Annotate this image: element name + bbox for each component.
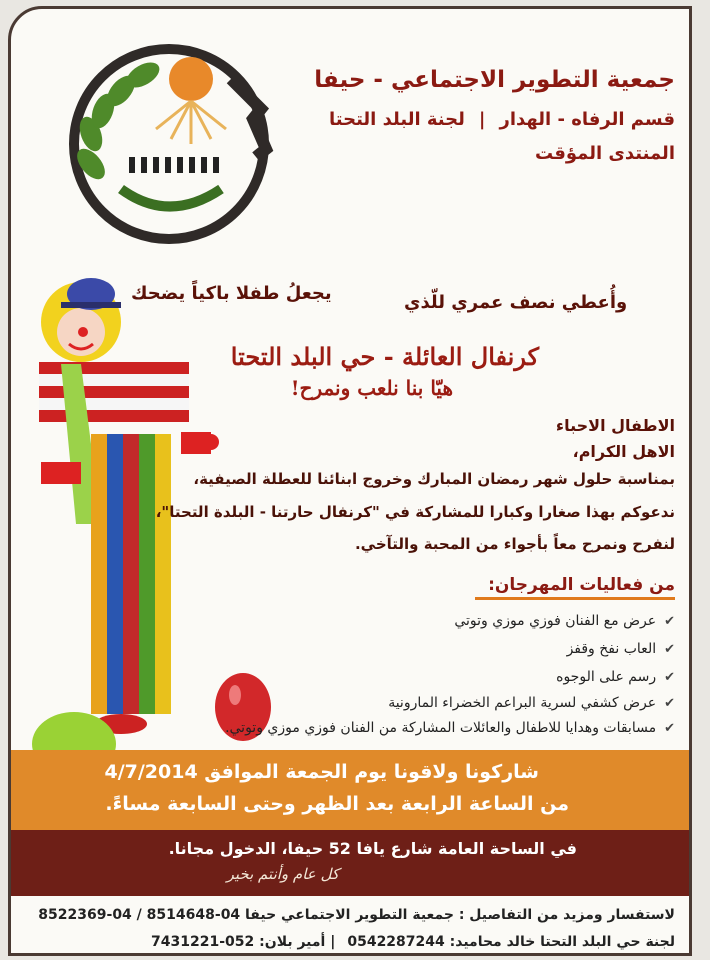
organization-departments [329, 109, 675, 130]
event-venue: في الساحة العامة شارع يافا 52 حيفا، الدخول مجانا. [168, 839, 577, 858]
contact-line-2 [151, 934, 675, 950]
event-date: شاركونا ولاقونا يوم الجمعة الموافق 4/7/2014 [104, 761, 539, 783]
organization-logo [61, 39, 276, 249]
activities-title: من فعاليات المهرجان: [475, 575, 675, 600]
activity-text: رسم على الوجوه [556, 669, 657, 685]
quote-part-2: يجعلُ طفلا باكياً يضحك [131, 283, 332, 304]
check-icon: ✔ [664, 696, 675, 711]
check-icon: ✔ [664, 642, 675, 657]
red-balloon [211, 669, 276, 749]
event-subheadline: هيّا بنا نلعب ونمرح! [290, 376, 453, 400]
department-right: لجنة البلد التحتا [328, 109, 465, 130]
activity-text: عرض كشفي لسرية البراعم الخضراء المارونية [388, 695, 657, 711]
check-icon: ✔ [664, 721, 675, 736]
check-icon: ✔ [664, 614, 675, 629]
organization-forum: المنتدى المؤقت [535, 143, 675, 164]
department-separator: | [478, 109, 486, 130]
flyer [8, 6, 692, 956]
activity-text: مسابقات وهدايا للاطفال والعائلات المشاركة من الفنان فوزي موزي وتوتي. [225, 720, 657, 736]
activity-item [225, 720, 675, 736]
contact-line-1: لاستفسار ومزيد من التفاصيل : جمعية التطوير الاجتماعي حيفا 04-8514648 / 04-8522369 [38, 907, 675, 923]
event-headline: كرنفال العائلة - حي البلد التحتا [230, 342, 539, 371]
organization-name: جمعية التطوير الاجتماعي - حيفا [314, 67, 675, 93]
contact-khaled: لجنة حي البلد التحتا خالد محاميد: 0542287244 [347, 934, 675, 950]
activity-item [567, 641, 675, 657]
activity-text: عرض مع الفنان فوزي موزي وتوتي [454, 613, 657, 629]
handwritten-greeting: كل عام وأنتم بخير [226, 865, 339, 883]
greeting-children: الاطفال الاحباء [555, 416, 675, 435]
check-icon: ✔ [664, 670, 675, 685]
activity-text: العاب نفخ وقفز [566, 641, 657, 657]
activity-item [388, 695, 675, 711]
activity-item [454, 613, 675, 629]
greeting-parents: الاهل الكرام، [572, 442, 675, 461]
contact-amir: | أمير بلان: 052-7431221 [151, 934, 336, 950]
department-left: قسم الرفاه - الهدار [499, 109, 675, 130]
green-balloon [29, 704, 119, 750]
body-line: ندعوكم بهذا صغارا وكبارا للمشاركة في "كرنفال حارتنا - البلدة التحتا"، [155, 503, 675, 521]
body-line: لنفرح ونمرح معاً بأجواء من المحبة والتآخي. [354, 535, 675, 553]
event-time: من الساعة الرابعة بعد الظهر وحتى السابعة مساءً. [105, 793, 569, 815]
quote-part-1: وأُعطي نصف عمري للّذي [404, 292, 628, 313]
body-line: بمناسبة حلول شهر رمضان المبارك وخروج ابنائنا للعطلة الصيفية، [193, 470, 675, 488]
activity-item [556, 669, 675, 685]
